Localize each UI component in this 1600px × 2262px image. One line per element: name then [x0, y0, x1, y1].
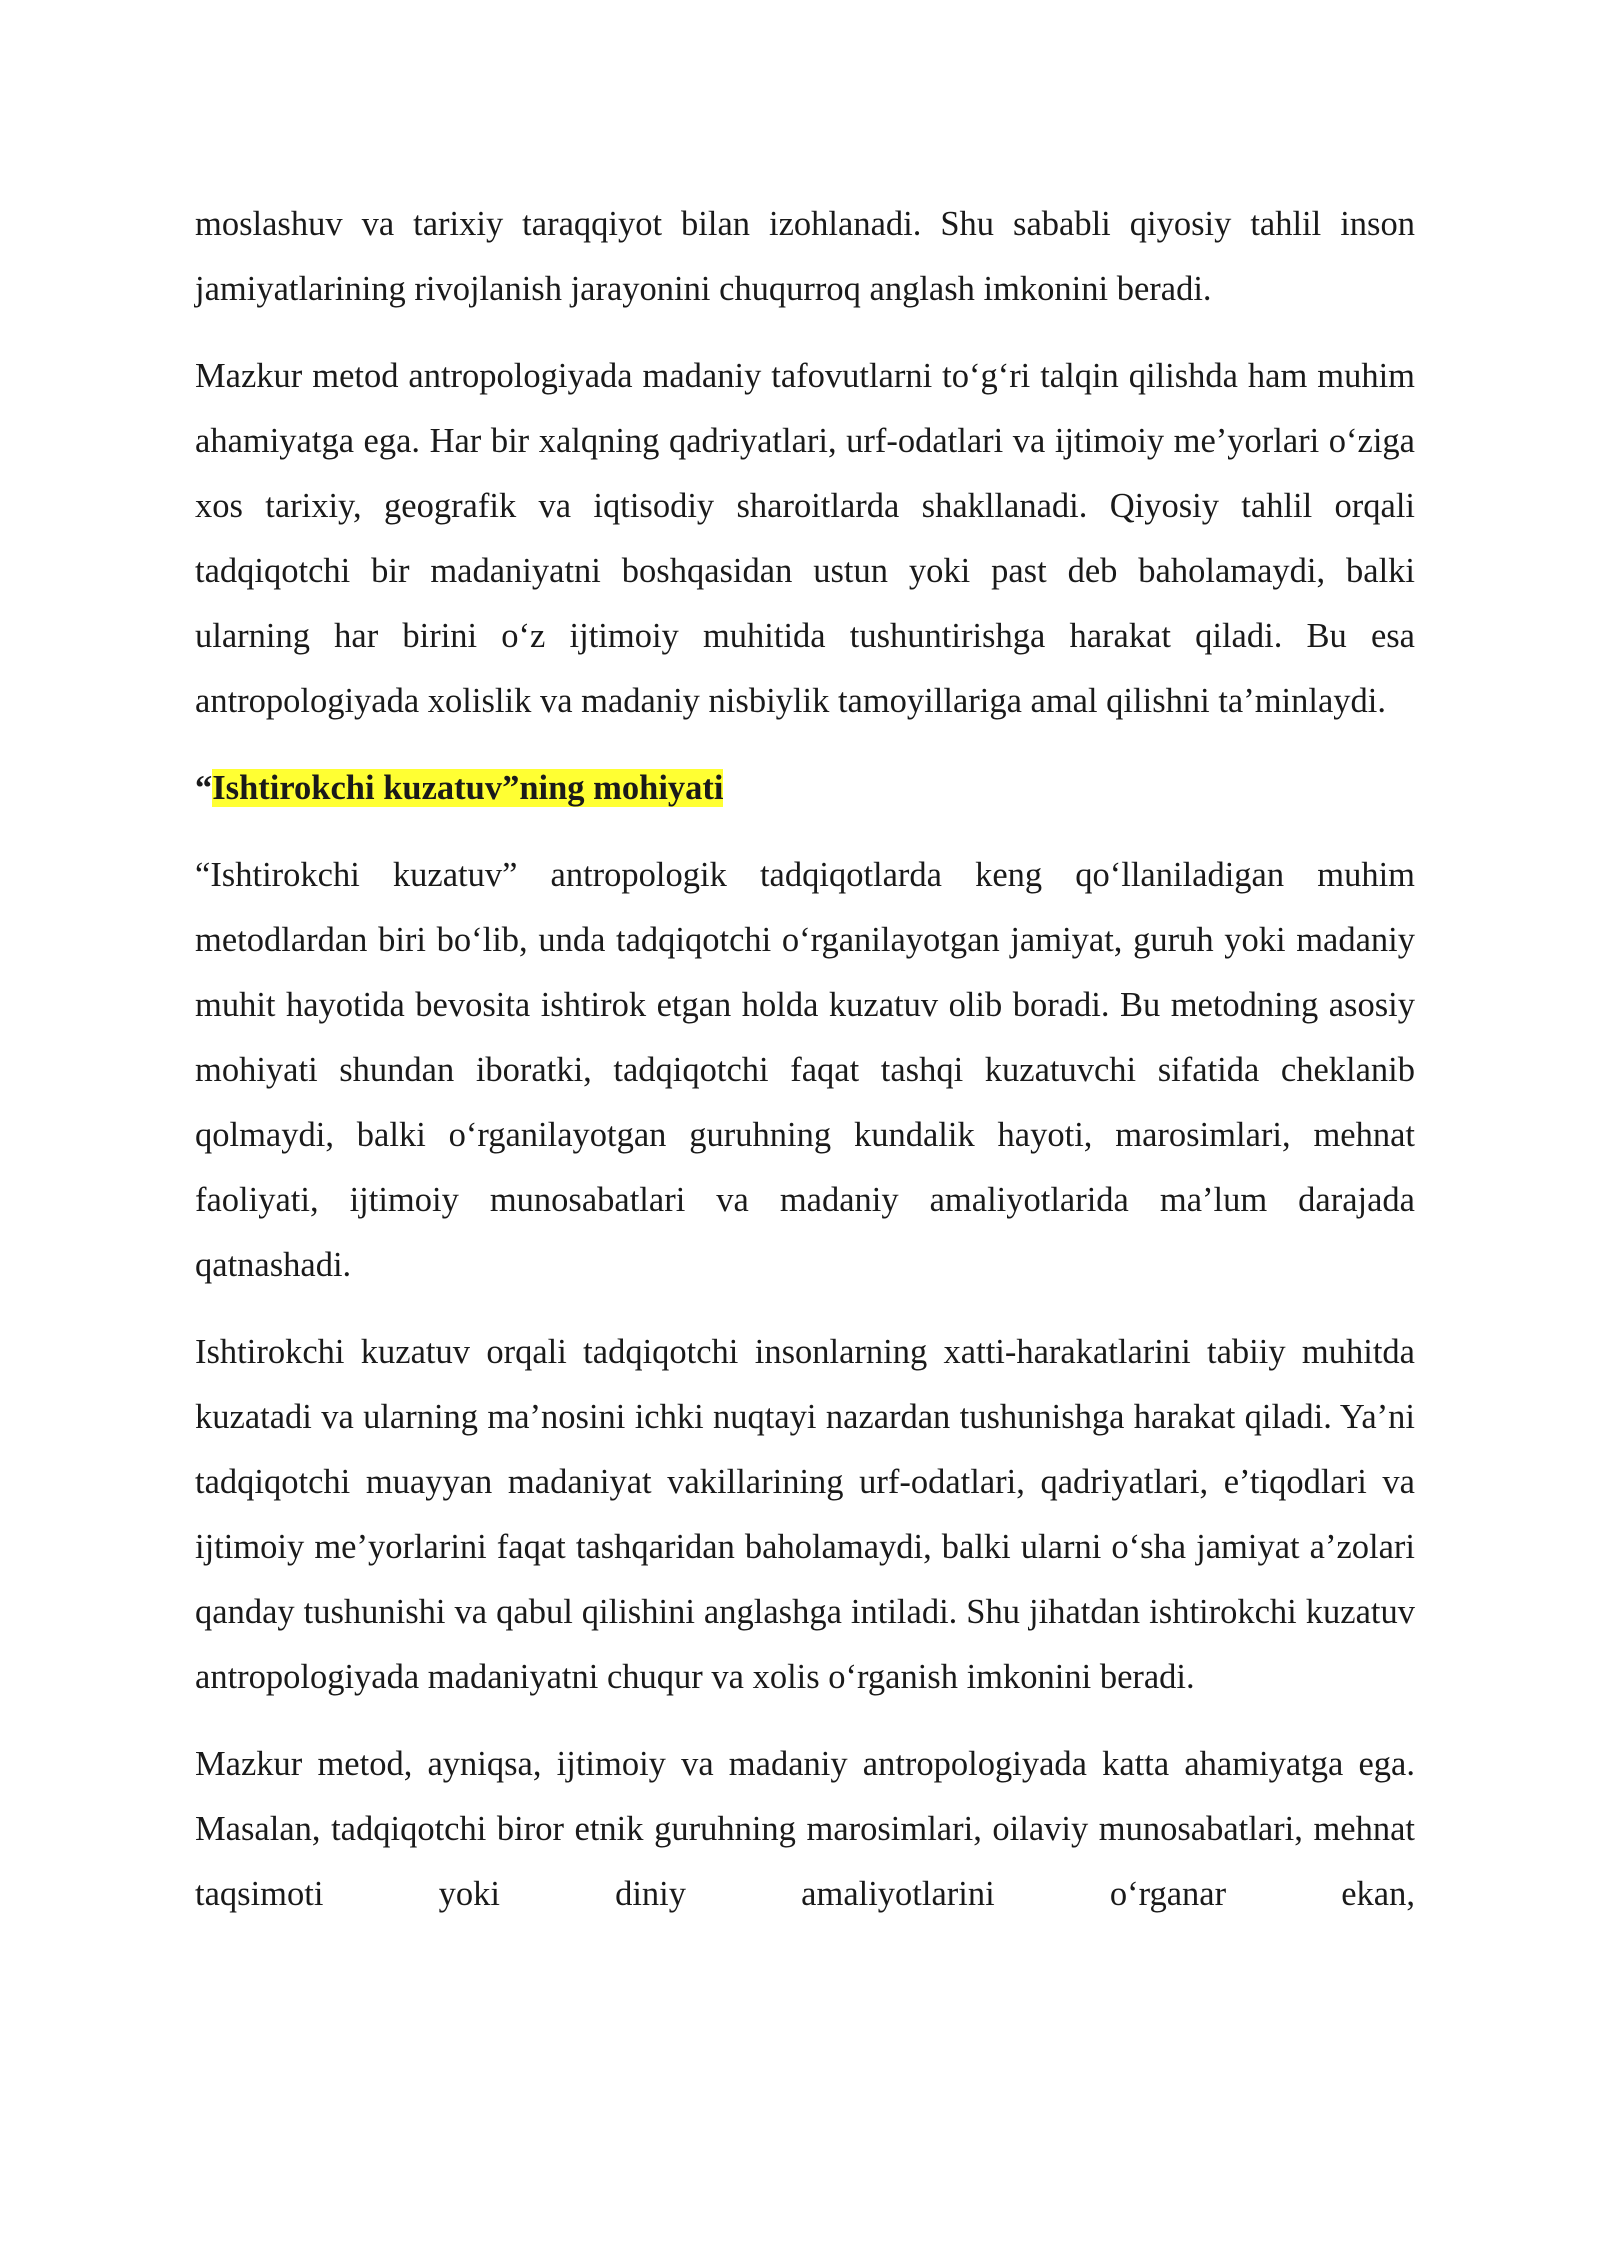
paragraph: Mazkur metod antropologiyada madaniy tafovutlarni to‘g‘ri talqin qilishda ham muhim ahamiyatga ega. Har bir xalqning qadriyatlari, urf-odatlari va ijtimoiy me’yorlari o‘ziga xos tarixiy, geografik va iqtisodiy sharoitlarda shakllanadi. Qiyosiy tahlil orqali tadqiqotchi bir madaniyatni boshqasidan ustun yoki past deb baholamaydi, balki ularning har birini o‘z ijtimoiy muhitida tushuntirishga harakat qiladi. Bu esa antropologiyada xolislik va madaniy nisbiylik tamoyillariga amal qilishni ta’minlaydi. — [195, 357, 1415, 720]
heading-open-quote: “ — [195, 769, 213, 807]
paragraph: Ishtirokchi kuzatuv orqali tadqiqotchi insonlarning xatti-harakatlarini tabiiy muhitda kuzatadi va ularning ma’nosini ichki nuqtayi nazardan tushunishga harakat qiladi. Ya’ni tadqiqotchi muayyan madaniyat vakillarining urf-odatlari, qadriyatlari, e’tiqodlari va ijtimoiy me’yorlarini faqat tashqaridan baholamaydi, balki ularni o‘sha jamiyat a’zolari qanday tushunishi va qabul qilishini anglashga intiladi. Shu jihatdan ishtirokchi kuzatuv antropologiyada madaniyatni chuqur va xolis o‘rganish imkonini beradi. — [195, 1333, 1415, 1696]
section-heading — [195, 756, 1415, 821]
paragraph: Mazkur metod, ayniqsa, ijtimoiy va madaniy antropologiyada katta ahamiyatga ega. Masalan, tadqiqotchi biror etnik guruhning marosimlari, oilaviy munosabatlari, mehnat taqsimoti yoki diniy amaliyotlarini o‘rganar ekan, — [195, 1745, 1415, 1913]
document-page — [195, 192, 1415, 1949]
paragraph: moslashuv va tarixiy taraqqiyot bilan izohlanadi. Shu sababli qiyosiy tahlil inson jamiyatlarining rivojlanish jarayonini chuqurroq anglash imkonini beradi. — [195, 205, 1415, 308]
heading-highlighted-text: Ishtirokchi kuzatuv”ning mohiyati — [212, 769, 724, 807]
paragraph: “Ishtirokchi kuzatuv” antropologik tadqiqotlarda keng qo‘llaniladigan muhim metodlardan biri bo‘lib, unda tadqiqotchi o‘rganilayotgan jamiyat, guruh yoki madaniy muhit hayotida bevosita ishtirok etgan holda kuzatuv olib boradi. Bu metodning asosiy mohiyati shundan iboratki, tadqiqotchi faqat tashqi kuzatuvchi sifatida cheklanib qolmaydi, balki o‘rganilayotgan guruhning kundalik hayoti, marosimlari, mehnat faoliyati, ijtimoiy munosabatlari va madaniy amaliyotlarida ma’lum darajada qatnashadi. — [195, 856, 1415, 1284]
